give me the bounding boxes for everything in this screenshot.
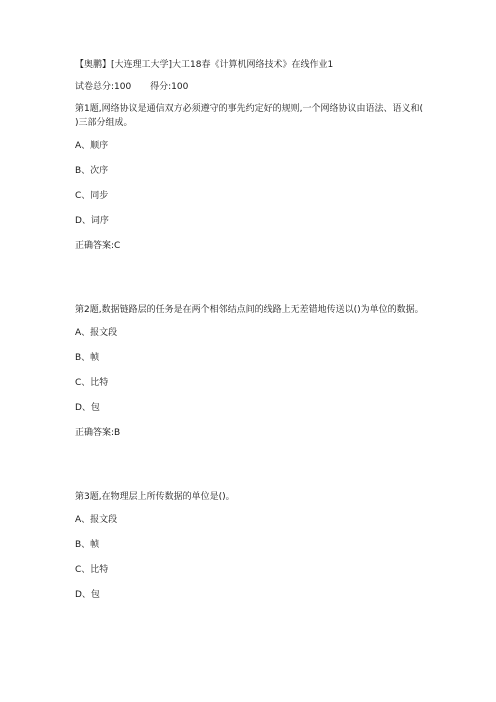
score-summary bbox=[75, 80, 425, 94]
obtained-score: 得分:100 bbox=[150, 82, 189, 92]
question-text: 第1题,网络协议是通信双方必须遵守的事先约定好的规则,一个网络协议由语法、语义和( )三部分组成。 bbox=[75, 104, 423, 128]
question-3 bbox=[75, 490, 425, 602]
question-1 bbox=[75, 102, 425, 253]
document-title: 【奥鹏】[大连理工大学]大工18春《计算机网络技术》在线作业1 bbox=[75, 60, 334, 70]
option-a: A、报文段 bbox=[75, 328, 118, 338]
correct-answer: 正确答案:B bbox=[75, 428, 121, 438]
option-a: A、报文段 bbox=[75, 515, 118, 525]
total-score: 试卷总分:100 bbox=[75, 82, 132, 92]
option-b: B、次序 bbox=[75, 166, 109, 176]
question-text: 第2题,数据链路层的任务是在两个相邻结点间的线路上无差错地传送以()为单位的数据。 bbox=[75, 305, 424, 315]
option-b: B、帧 bbox=[75, 353, 100, 363]
document-page bbox=[75, 58, 425, 613]
option-d: D、包 bbox=[75, 590, 100, 600]
option-a: A、顺序 bbox=[75, 141, 109, 151]
question-text: 第3题,在物理层上所传数据的单位是()。 bbox=[75, 492, 235, 502]
option-d: D、词序 bbox=[75, 216, 109, 226]
option-d: D、包 bbox=[75, 403, 100, 413]
option-b: B、帧 bbox=[75, 540, 100, 550]
question-2 bbox=[75, 303, 425, 440]
option-c: C、同步 bbox=[75, 191, 109, 201]
option-c: C、比特 bbox=[75, 378, 109, 388]
correct-answer: 正确答案:C bbox=[75, 241, 121, 251]
option-c: C、比特 bbox=[75, 565, 109, 575]
